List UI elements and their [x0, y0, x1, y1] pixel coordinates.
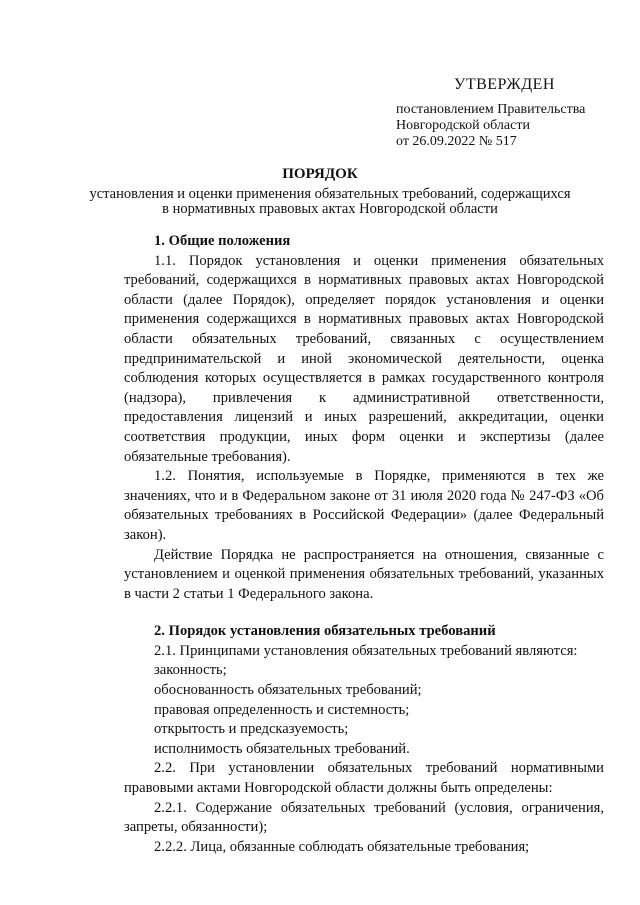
approval-line-2: Новгородской области [396, 118, 530, 133]
section-gap [124, 604, 604, 622]
section-1-paragraph-2: 1.2. Понятия, используемые в Порядке, применяются в тех же значениях, что и в Федеральном законе от 31 июля 2020 года № 247-ФЗ «Об обязательных требованиях в Российской Федерации» (далее Федеральный закон). [124, 468, 604, 543]
section-1-paragraph-3: Действие Порядка не распространяется на отношения, связанные с установлением и оценкой применения обязательных требований, указанных в части 2 статьи 1 Федерального закона. [124, 546, 604, 602]
section-1-heading: 1. Общие положения [154, 233, 291, 249]
document-subtitle-line-2: в нормативных правовых актах Новгородской области [162, 201, 498, 217]
principle-item: открытость и предсказуемость; [154, 721, 349, 738]
principle-item: исполнимость обязательных требований. [154, 740, 410, 757]
principle-item: законность; [154, 662, 227, 679]
section-2-heading: 2. Порядок установления обязательных требований [154, 623, 496, 640]
document-body [124, 232, 604, 857]
document-subtitle [60, 187, 600, 217]
approval-stamp: УТВЕРЖДЕН [454, 76, 555, 93]
section-2-paragraph-2: 2.2. При установлении обязательных требований нормативными правовыми актами Новгородской области должны быть определены: [124, 760, 604, 797]
document-subtitle-line-1: установления и оценки применения обязательных требований, содержащихся [89, 186, 571, 202]
approval-block [396, 76, 626, 150]
principle-item: правовая определенность и системность; [154, 701, 410, 718]
approval-line-1: постановлением Правительства [396, 102, 586, 117]
section-2-paragraph-3: 2.2.1. Содержание обязательных требований (условия, ограничения, запреты, обязанности); [124, 799, 604, 836]
section-2-paragraph-1: 2.1. Принципами установления обязательных требований являются: [154, 642, 578, 659]
section-2-paragraph-4: 2.2.2. Лица, обязанные соблюдать обязательные требования; [154, 838, 530, 855]
approval-line-3: от 26.09.2022 № 517 [396, 134, 517, 149]
principle-item: обоснованность обязательных требований; [154, 682, 422, 699]
document-title: ПОРЯДОК [282, 166, 358, 182]
section-1-paragraph-1: 1.1. Порядок установления и оценки применения обязательных требований, содержащихся в нормативных правовых актах Новгородской области (далее Порядок), определяет порядок установления и оценки применения содержащихся в нормативных правовых актах Новгородской области обязательных требований, связанных с осуществлением предпринимательской и иной экономической деятельности, оценка соблюдения которых осуществляется в рамках государственного контроля (надзора), привлечения к административной ответственности, предоставления лицензий и иных разрешений, аккредитации, оценки соответствия продукции, иных форм оценки и экспертизы (далее обязательные требования). [124, 252, 604, 465]
